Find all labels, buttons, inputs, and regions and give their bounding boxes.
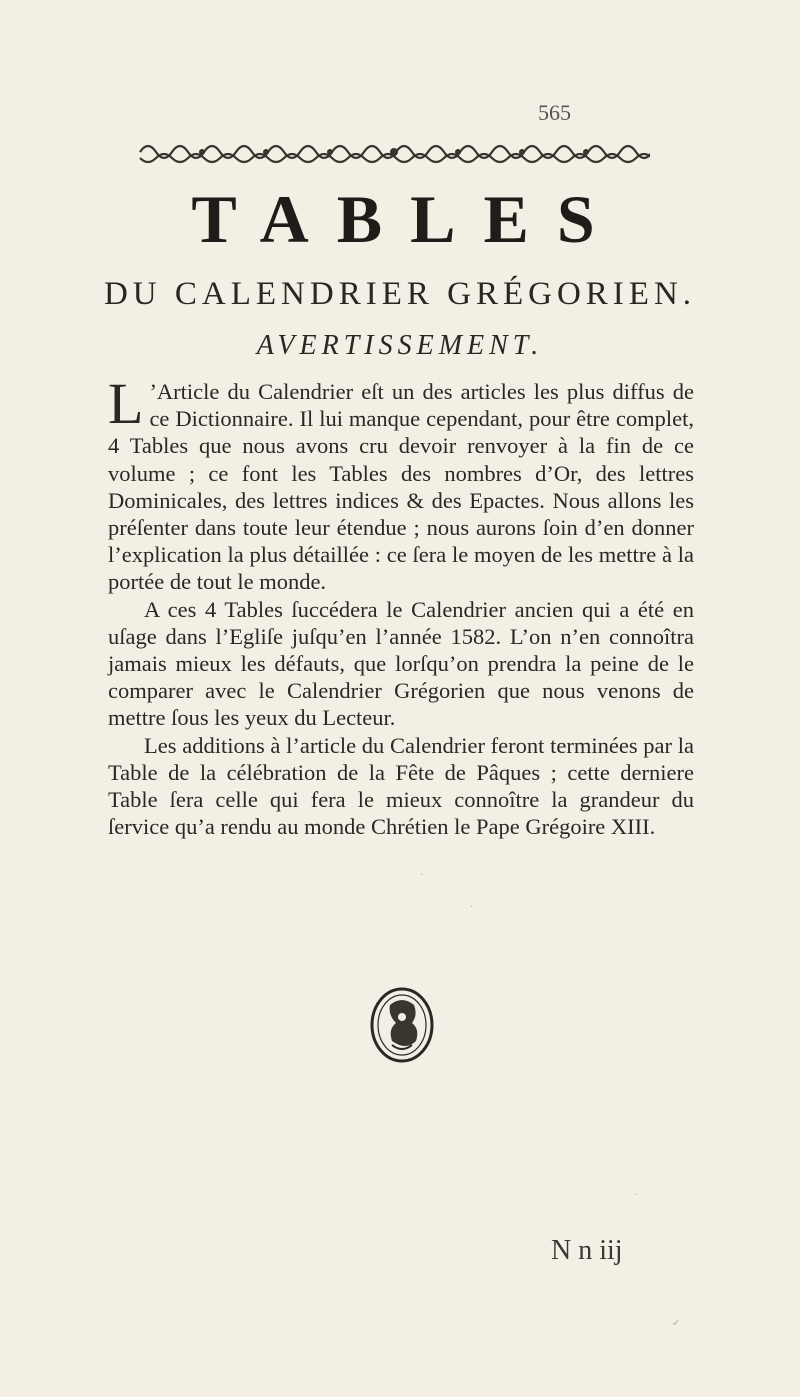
body-text [108,371,694,840]
page-number: 565 [538,100,571,125]
paragraph-1-text: ’Article du Calendrier eſt un des articles les plus diffus de ce Dictionnaire. Il lui manque cependant, pour être complet, 4 Tables que nous avons cru devoir renvoyer à la fin de ce volume ; ce font les Tables des nombres d’Or, des lettres Dominicales, des lettres indices & des Epactes. Nous allons les préſenter dans toute leur étendue ; nous aurons ſoin d’en donner l’explication la plus détaillée : ce ſera le moyen de les mettre à la portée de tout le monde. [108,379,694,595]
paragraph-1 [108,371,694,596]
section-heading: AVERTISSEMENT. [256,330,544,361]
drop-cap: L [108,371,144,436]
library-stamp-icon [368,985,436,1065]
page-subtitle: DU CALENDRIER GRÉGORIEN. [103,276,697,312]
paper-speck: ✓ [672,1318,681,1329]
paper-speck: · [420,870,424,881]
paper-speck: · [470,902,474,913]
ornamental-border [138,138,650,166]
paragraph-2: A ces 4 Tables ſuccédera le Calendrier ancien qui a été en uſage dans l’Egliſe juſqu’en l’année 1582. L’on n’en connoîtra jamais mieux les défauts, que lorſqu’on prendra la peine de le comparer avec le Calendrier Grégorien que nous venons de mettre ſous les yeux du Lecteur. [108,596,694,731]
page-title: TABLES [191,181,623,257]
paragraph-3: Les additions à l’article du Calendrier feront terminées par la Table de la célébration de la Fête de Pâques ; cette derniere Table ſera celle qui fera le mieux connoître la grandeur du ſervice qu’a rendu au monde Chrétien le Pape Grégoire XIII. [108,732,694,840]
paper-speck: · [634,1190,638,1201]
signature-mark: N n iij [551,1235,623,1266]
